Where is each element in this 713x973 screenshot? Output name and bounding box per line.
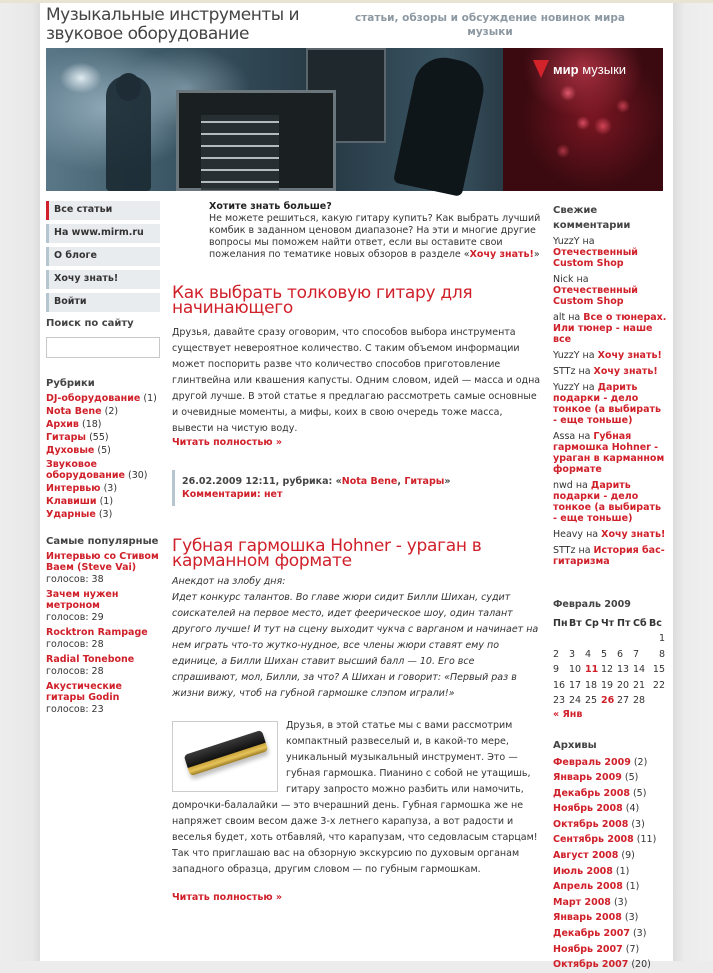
page-container	[40, 3, 673, 971]
main-nav	[46, 201, 160, 312]
calendar-day	[633, 631, 649, 647]
comment-post-link[interactable]: Отечественный Custom Shop	[553, 285, 638, 307]
calendar-day: 23	[553, 695, 566, 707]
comment-post-link[interactable]: Дарить подарки - дело тонкое (а выбирать - еще тоньше)	[553, 480, 661, 524]
calendar-day: 18	[585, 679, 598, 691]
vote-count: голосов: 23	[46, 704, 104, 715]
archive-link[interactable]: Декабрь 2007	[553, 928, 630, 940]
archive-item	[553, 895, 668, 911]
category-link[interactable]: Звуковое оборудование	[46, 459, 125, 481]
archive-link[interactable]: Октябрь 2007	[553, 959, 629, 971]
post	[172, 536, 542, 903]
category-link[interactable]: Архив	[46, 419, 79, 430]
left-sidebar	[46, 201, 160, 719]
popular-link[interactable]: Акустические гитары Godin	[46, 681, 122, 703]
meta-category-link[interactable]: Nota Bene	[341, 476, 398, 487]
header-banner	[46, 48, 663, 191]
calendar-day: 19	[601, 679, 614, 691]
calendar-day: 5	[601, 648, 608, 660]
popular-link[interactable]: Rocktron Rampage	[46, 627, 148, 638]
archive-count: (5)	[629, 787, 647, 799]
nav-item-want-to-know[interactable]: Хочу знать!	[46, 270, 160, 289]
popular-link[interactable]: Интервью со Стивом Ваем (Steve Vai)	[46, 551, 159, 573]
comment-post-link[interactable]: Хочу знать!	[601, 529, 666, 540]
calendar-prev-month-link[interactable]: « Янв	[553, 708, 583, 720]
category-item: DJ-оборудование (1)	[46, 393, 157, 404]
archive-link[interactable]: Ноябрь 2008	[553, 803, 623, 815]
meta-category-link[interactable]: Гитары	[404, 476, 445, 487]
category-item: Ударные (3)	[46, 509, 113, 520]
harmonica-image	[184, 730, 269, 776]
banner-rack-modules	[201, 115, 279, 190]
comment-post-link[interactable]: Хочу знать!	[597, 350, 662, 361]
harmonica-thumbnail[interactable]	[172, 721, 278, 792]
banner-equipment-rack	[176, 90, 336, 191]
anecdote: Анекдот на злобу дня: Идет конкурс талантов. Во главе жюри сидит Билли Шихан, судит соискателей на первое место, идет феерическое шоу, один талант другого лучше! И тут на сцену выходит чукча с варганом и начинает на нем играть что-то жутко-нудное, все члены жюри ставят ему по единице, а Билли Шихан ставит высший балл — 10. Его все спрашивают, мол, Билли, за что? А Шихан и говорит: «Первый раз в жизни вижу, чтоб на губной гармошке слэпом играли!»	[172, 576, 539, 699]
recent-comments-heading: Свежие комментарии	[553, 205, 631, 231]
archive-count: (3)	[629, 928, 647, 940]
archives-list	[553, 755, 668, 973]
nav-item-mirm[interactable]: На www.mirm.ru	[46, 224, 160, 243]
category-link[interactable]: DJ-оборудование	[46, 393, 141, 404]
calendar-day: 14	[633, 664, 646, 676]
banner-red-lights	[503, 48, 663, 191]
comment-post-link[interactable]: История бас-гитаризма	[553, 545, 665, 567]
archive-item	[553, 848, 668, 864]
archive-count: (20)	[628, 959, 651, 971]
popular-list	[46, 551, 160, 715]
calendar-day	[553, 631, 569, 647]
category-link[interactable]: Nota Bene	[46, 406, 102, 417]
read-more-link[interactable]: Читать полностью »	[172, 437, 283, 448]
archive-link[interactable]: Сентябрь 2008	[553, 834, 634, 846]
banner-musician-head	[116, 73, 141, 101]
post-excerpt: Друзья, в этой статье мы с вами рассмотрим компактный развеселый и, в какой-то мере, уникальный музыкальный инструмент. Это — губная гармошка. Пианино с собой не утащишь, гитару запросто можно разбить или намочить, домрочки-балалайки — это вчерашний день. Губная гармошка же не напряжет своим весом даже 3-х летнего карапуза, а вот радости и веселья будет, хоть отбавляй, что карапузам, что седовласым старцам! Так что приглашаю вас на обзорную экскурсию по духовым органам западного образца, другим словом — по губным гармошкам.	[172, 720, 538, 875]
comment-item: nwd на Дарить подарки - дело тонкое (а выбирать - еще тоньше)	[553, 480, 661, 524]
promo-box: Хотите знать больше? Не можете решиться, какую гитару купить? Как выбрать лучший комбик в заданном ценовом диапазоне? На эти и многие другие вопросы мы поможем найти ответ, если вы оставите свои пожелания по тематике новых обзоров в разделе «Хочу знать!»	[209, 201, 541, 260]
calendar-day: 12	[601, 664, 614, 676]
calendar-day: 9	[553, 664, 560, 676]
site-title[interactable]: Музыкальные инструменты и звуковое оборудование	[46, 5, 300, 44]
category-item: Духовые (5)	[46, 445, 111, 456]
promo-want-to-know-link[interactable]: Хочу знать!	[469, 249, 534, 260]
calendar-day: 10	[569, 664, 582, 676]
post-meta: 26.02.2009 12:11, рубрика: «Nota Bene, Гитары» Комментарии: нет	[172, 470, 542, 506]
popular-heading: Самые популярные	[46, 536, 159, 547]
archive-count: (1)	[612, 865, 630, 877]
archive-item	[553, 957, 668, 973]
calendar-day: 4	[585, 648, 592, 660]
comments-link[interactable]: Комментарии: нет	[182, 489, 283, 500]
nav-item-login[interactable]: Войти	[46, 293, 160, 312]
categories-heading: Рубрики	[46, 378, 95, 389]
calendar-day: 22	[652, 679, 665, 691]
comment-post-link[interactable]: Отечественный Custom Shop	[553, 247, 638, 269]
calendar-day: 21	[633, 679, 646, 691]
comment-item: Assa на Губная гармошка Hohner - ураган в карманном формате	[553, 431, 665, 475]
post-title-link[interactable]: Губная гармошка Hohner - ураган в карманном формате	[172, 536, 482, 571]
nav-item-all-articles[interactable]: Все статьи	[46, 201, 160, 220]
comment-post-link[interactable]: Губная гармошка Hohner - ураган в карманном формате	[553, 431, 665, 475]
calendar-weekday: Чт	[601, 618, 615, 629]
archive-link[interactable]: Февраль 2009	[553, 756, 631, 768]
archive-count: (3)	[610, 896, 628, 908]
post-excerpt: Друзья, давайте сразу оговорим, что способов выбора инструмента существует невероятное количество. С таким объемом информации может поспорить разве что количество способов приготовление глинтвейна или квашения капусты. Одним словом, идей — масса и одна другой лучше. В этой статье я предлагаю рассмотреть самые основные и очевидные моменты, а мифы, коих в свою очередь тоже масса, вывести на чистую воду.	[172, 327, 541, 434]
archive-item	[553, 801, 668, 817]
promo-text: Не можете решиться, какую гитару купить? Как выбрать лучший комбик в заданном ценовом диапазоне? На эти и многие другие вопросы мы поможем найти ответ, если вы оставите свои пожелания по тематике новых обзоров в разделе «	[209, 213, 541, 260]
calendar-day	[601, 693, 617, 709]
calendar-day	[569, 631, 585, 647]
category-link[interactable]: Духовые	[46, 445, 95, 456]
category-item: Клавиши (1)	[46, 496, 114, 507]
calendar-weekday: Пн	[553, 618, 568, 629]
calendar-day: 16	[553, 679, 566, 691]
archive-item	[553, 832, 668, 848]
archive-count: (2)	[630, 756, 648, 768]
calendar-day: 15	[652, 664, 665, 676]
calendar-widget	[553, 599, 668, 720]
popular-item	[46, 681, 160, 715]
calendar-day	[617, 631, 633, 647]
archive-link[interactable]: Ноябрь 2007	[553, 943, 623, 955]
archive-item	[553, 864, 668, 880]
archive-link[interactable]: Октябрь 2008	[553, 818, 629, 830]
comment-post-link[interactable]: Хочу знать!	[593, 366, 658, 377]
comment-item: YuzzY на Отечественный Custom Shop	[553, 236, 638, 269]
category-link[interactable]: Гитары	[46, 432, 87, 443]
category-item: Интервью (3)	[46, 483, 118, 494]
calendar-day: 3	[569, 648, 576, 660]
vote-count: голосов: 28	[46, 639, 104, 650]
comment-item: alt на Все о тюнерах. Или тюнер - наше все	[553, 312, 667, 345]
recent-comments-list	[553, 236, 668, 567]
vote-count: голосов: 38	[46, 574, 104, 585]
archive-count: (4)	[622, 803, 640, 815]
calendar-day	[649, 693, 665, 709]
banner-guitar-case	[393, 52, 489, 197]
calendar-day: 6	[617, 648, 624, 660]
promo-title: Хотите знать больше?	[209, 201, 332, 212]
archives-heading: Архивы	[553, 739, 597, 751]
popular-item	[46, 589, 160, 623]
calendar-day	[585, 662, 601, 678]
comment-post-link[interactable]: Дарить подарки - дело тонкое (а выбирать - еще тоньше)	[553, 382, 661, 426]
archive-item	[553, 817, 668, 833]
category-link[interactable]: Ударные	[46, 509, 96, 520]
comment-item: YuzzY на Дарить подарки - дело тонкое (а выбирать - еще тоньше)	[553, 382, 661, 426]
archive-link[interactable]: Август 2008	[553, 850, 619, 862]
archive-link[interactable]: Март 2008	[553, 896, 611, 908]
category-item: Гитары (55)	[46, 432, 109, 443]
search-heading: Поиск по сайту	[46, 318, 134, 329]
calendar-weekday: Сб	[633, 618, 647, 629]
calendar-day: 2	[553, 648, 560, 660]
calendar-day	[601, 631, 617, 647]
calendar-day: 7	[633, 648, 640, 660]
archive-link[interactable]: Январь 2009	[553, 772, 622, 784]
calendar-day-link[interactable]: 26	[601, 695, 615, 707]
popular-link[interactable]: Зачем нужен метроном	[46, 589, 119, 611]
calendar-day: 1	[658, 633, 665, 645]
archive-count: (3)	[628, 818, 645, 830]
category-item: Nota Bene (2)	[46, 406, 119, 417]
archive-item	[553, 879, 668, 895]
calendar-day: 27	[617, 695, 630, 707]
category-link[interactable]: Интервью	[46, 483, 101, 494]
comment-item: Heavy на Хочу знать!	[553, 529, 666, 540]
mir-muzyki-logo[interactable]	[533, 60, 626, 78]
archive-link[interactable]: Апрель 2008	[553, 881, 623, 893]
comment-item: Nick на Отечественный Custom Shop	[553, 274, 638, 307]
calendar-day: 25	[585, 695, 598, 707]
calendar-weekday: Пт	[617, 618, 631, 629]
vote-count: голосов: 28	[46, 666, 104, 677]
archive-count: (11)	[633, 834, 657, 846]
logo-text: мир музыки	[553, 61, 627, 77]
archive-item	[553, 786, 668, 802]
main-content	[172, 201, 542, 903]
page-background-left	[0, 3, 40, 961]
archive-count: (3)	[621, 912, 639, 924]
categories-list	[46, 392, 160, 521]
calendar-day: 17	[569, 679, 582, 691]
calendar-day: 8	[658, 648, 665, 660]
calendar-title: Февраль 2009	[553, 599, 631, 610]
post	[172, 283, 542, 506]
popular-item	[46, 551, 160, 585]
page-background-right	[673, 3, 713, 961]
calendar-weekday: Ср	[585, 618, 599, 629]
calendar-day: 20	[617, 679, 630, 691]
vote-count: голосов: 29	[46, 612, 104, 623]
archive-count: (5)	[621, 772, 639, 784]
comment-post-link[interactable]: Все о тюнерах. Или тюнер - наше все	[553, 312, 667, 345]
calendar-day: 24	[569, 695, 582, 707]
popular-item	[46, 627, 160, 650]
comment-item: STTz на История бас-гитаризма	[553, 545, 665, 567]
archive-item	[553, 755, 668, 771]
archive-count: (9)	[618, 850, 635, 862]
comment-item: YuzzY на Хочу знать!	[553, 350, 662, 361]
archive-item	[553, 926, 668, 942]
archive-count: (7)	[622, 943, 640, 955]
category-item: Архив (18)	[46, 419, 102, 430]
post-title-link[interactable]: Как выбрать толковую гитару для начинающего	[172, 283, 473, 318]
popular-link[interactable]: Radial Tonebone	[46, 654, 135, 665]
calendar-weekday: Вт	[569, 618, 582, 629]
read-more-link[interactable]: Читать полностью »	[172, 892, 283, 903]
logo-figure-icon	[533, 60, 549, 78]
comment-item: STTz на Хочу знать!	[553, 366, 658, 377]
right-sidebar	[553, 201, 668, 973]
calendar-day: 13	[617, 664, 630, 676]
calendar-day	[585, 631, 601, 647]
popular-item	[46, 654, 160, 677]
calendar-weekday: Вс	[649, 618, 662, 629]
archive-item	[553, 770, 668, 786]
archive-link[interactable]: Декабрь 2008	[553, 787, 630, 799]
archive-link[interactable]: Июль 2008	[553, 865, 613, 877]
site-tagline: статьи, обзоры и обсуждение новинок мира музыки	[355, 12, 625, 38]
calendar-table	[553, 616, 665, 709]
category-item: Звуковое оборудование (30)	[46, 459, 148, 481]
archive-item	[553, 910, 668, 926]
archive-link[interactable]: Январь 2008	[553, 912, 622, 924]
calendar-day: 28	[633, 695, 646, 707]
archive-count: (1)	[622, 881, 640, 893]
archive-item	[553, 942, 668, 958]
search-input[interactable]	[46, 337, 160, 358]
category-link[interactable]: Клавиши	[46, 496, 97, 507]
nav-item-about[interactable]: О блоге	[46, 247, 160, 266]
calendar-day-link[interactable]: 11	[585, 664, 599, 676]
